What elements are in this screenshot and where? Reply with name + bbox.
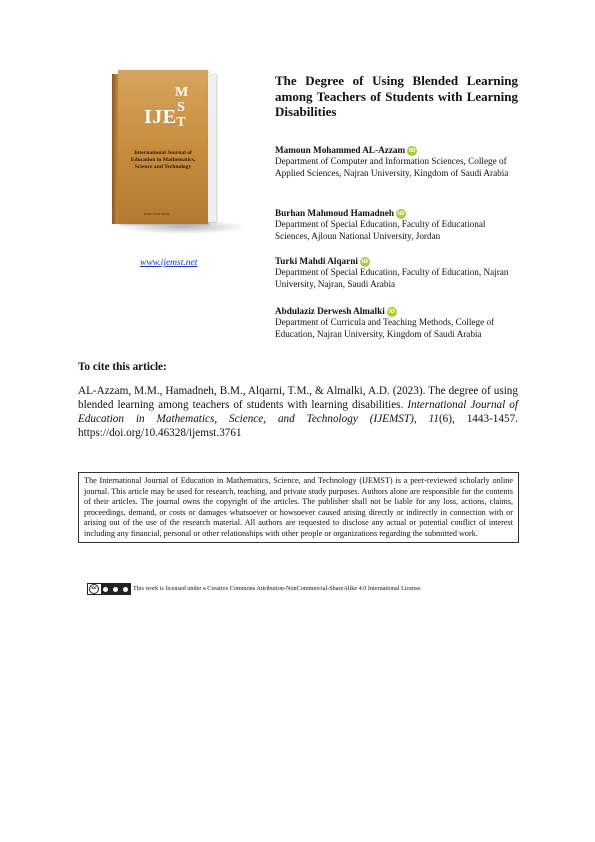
journal-cover-image: [112, 70, 230, 232]
author-block: [275, 306, 520, 340]
author-name: Abdulaziz Derwesh Almalki: [275, 306, 385, 316]
cover-front: [118, 70, 208, 224]
cc-logo-icon: cc: [89, 584, 99, 594]
author-block: [275, 145, 520, 179]
journal-notice-box: The International Journal of Education in Mathematics, Science, and Technology (IJEMST) is a peer-reviewed scholarly online journal. This article may be used for research, teaching, and private study purposes. Authors alone are responsible for the contents of their articles. The journal owns the copyright of the articles. The publisher shall not be liable for any loss, actions, claims, proceedings, demand, or costs or damages whatsoever or howsoever caused arising directly or indirectly in connection with or arising out of the use of the research material. All authors are requested to disclose any actual or potential conflict of interest including any financial, personal or other relationships with other people or organizations regarding the submitted work.: [78, 472, 519, 543]
orcid-icon[interactable]: iD: [397, 211, 405, 217]
cover-pages: [208, 73, 216, 222]
author-block: [275, 256, 520, 290]
author-affiliation: Department of Curricula and Teaching Methods, College of Education, Najran University, Kingdom of Saudi Arabia: [275, 317, 495, 339]
cover-logo-ije: IJE: [144, 106, 177, 128]
cc-nc-icon: [113, 587, 118, 592]
creative-commons-badge-icon[interactable]: [87, 583, 131, 595]
citation-text: [78, 384, 518, 440]
cover-logo-letter: M: [175, 85, 189, 100]
article-title: The Degree of Using Blended Learning among Teachers of Students with Learning Disabilities: [275, 73, 518, 119]
cover-title: International Journal of Education in Mathematics, Science and Technology: [130, 150, 196, 170]
author-name: Mamoun Mohammed AL-Azzam: [275, 145, 406, 155]
journal-site-link[interactable]: www.ijemst.net: [140, 258, 198, 268]
author-block: [275, 208, 520, 242]
cc-conditions-strip: [101, 584, 130, 594]
author-name: Turki Mahdi Alqarni: [275, 256, 358, 266]
orcid-icon[interactable]: iD: [408, 148, 416, 154]
citation-issue-doi[interactable]: (6), 1443-1457. https://doi.org/10.46328/ijemst.3761: [78, 413, 518, 440]
license-text[interactable]: This work is licensed under a Creative Commons Attribution-NonCommercial-ShareAlike 4.0 International License.: [133, 585, 422, 592]
citation-heading: To cite this article:: [78, 361, 167, 373]
cc-sa-icon: [123, 587, 128, 592]
author-affiliation: Department of Computer and Information Sciences, College of Applied Sciences, Najran University, Kingdom of Saudi Arabia: [275, 156, 509, 178]
cover-logo-letter: T: [176, 115, 186, 130]
cover-logo-mst: [175, 85, 187, 130]
cc-by-icon: [103, 587, 108, 592]
author-name: Burhan Mahmoud Hamadneh: [275, 208, 394, 218]
orcid-icon[interactable]: iD: [361, 259, 369, 265]
author-affiliation: Department of Special Education, Faculty of Education, Najran University, Najran, Saudi Arabia: [275, 267, 509, 289]
license-line: [87, 582, 527, 596]
citation-authors-title: AL-Azzam, M.M., Hamadneh, B.M., Alqarni, T.M., & Almalki, A.D. (2023). The degree of using blended learning among teachers of students with learning disabilities.: [78, 385, 518, 412]
orcid-icon[interactable]: iD: [388, 309, 396, 315]
cover-logo-letter: S: [177, 100, 185, 115]
author-affiliation: Department of Special Education, Faculty of Educational Sciences, Ajloun National University, Jordan: [275, 219, 486, 241]
cover-publisher: ISSN: 2147-611X: [144, 212, 170, 216]
citation-journal: International Journal of Education in Mathematics, Science, and Technology (IJEMST), 11: [78, 399, 519, 426]
